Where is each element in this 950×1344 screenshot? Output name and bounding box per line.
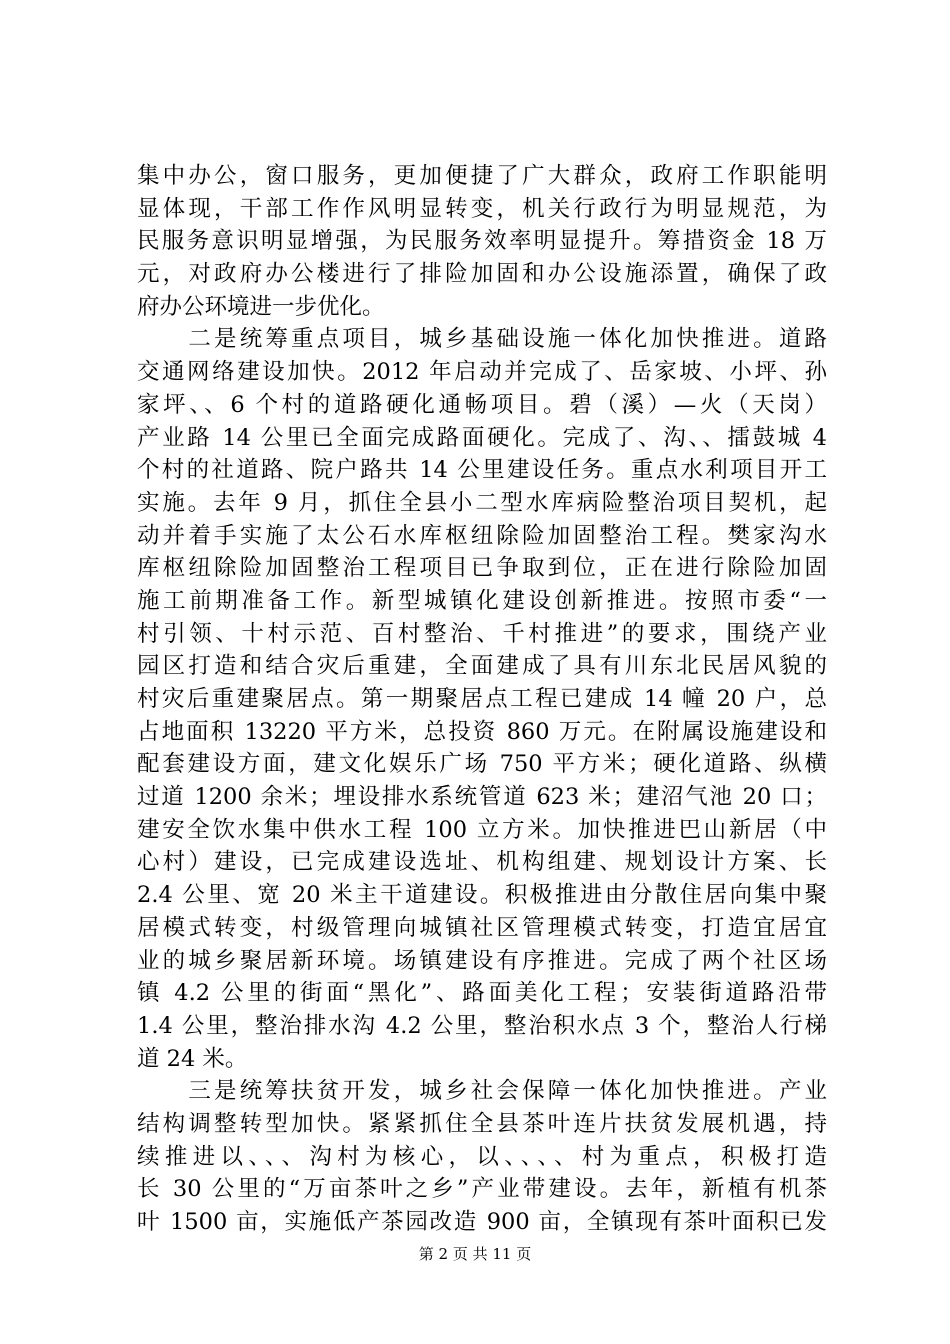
text-line: 心村）建设，已完成建设选址、机构组建、规划设计方案、长 (137, 849, 827, 876)
text-line: 结构调整转型加快。紧紧抓住全县茶叶连片扶贫发展机遇，持 (137, 1110, 827, 1137)
text-line: 元，对政府办公楼进行了排险加固和办公设施添置，确保了政 (137, 261, 827, 288)
text-line: 2.4 公里、宽 20 米主干道建设。积极推进由分散住居向集中聚 (137, 882, 827, 909)
text-line: 产业路 14 公里已全面完成路面硬化。完成了、沟、、擂鼓城 4 (137, 424, 827, 451)
text-line: 续推进以、、、沟村为核心，以、、、、村为重点，积极打造 (137, 1143, 827, 1170)
text-line: 过道 1200 余米；埋设排水系统管道 623 米；建沼气池 20 口； (137, 784, 827, 811)
text-line: 建安全饮水集中供水工程 100 立方米。加快推进巴山新居（中 (137, 816, 827, 843)
text-line: 道 24 米。 (137, 1045, 248, 1072)
text-line: 交通网络建设加快。2012 年启动并完成了、岳家坡、小坪、孙 (137, 359, 827, 386)
text-line: 显体现，干部工作作风明显转变，机关行政行为明显规范，为 (137, 195, 827, 222)
text-line: 府办公环境进一步优化。 (137, 293, 385, 320)
body-text (137, 160, 827, 1239)
text-line: 动并着手实施了太公石水库枢纽除险加固整治工程。樊家沟水 (137, 522, 827, 549)
text-line: 施工前期准备工作。新型城镇化建设创新推进。按照市委“一 (137, 587, 827, 614)
text-line: 集中办公，窗口服务，更加便捷了广大群众，政府工作职能明 (137, 163, 827, 189)
text-line: 1.4 公里，整治排水沟 4.2 公里，整治积水点 3 个，整治人行梯 (137, 1012, 827, 1039)
text-line: 村引领、十村示范、百村整治、千村推进”的要求，围绕产业 (137, 620, 827, 647)
text-line: 占地面积 13220 平方米，总投资 860 万元。在附属设施建设和 (137, 718, 827, 745)
text-line: 库枢纽除险加固整治工程项目已争取到位，正在进行除险加固 (137, 555, 827, 582)
text-line: 实施。去年 9 月，抓住全县小二型水库病险整治项目契机，起 (137, 489, 827, 516)
text-line: 民服务意识明显增强，为民服务效率明显提升。筹措资金 18 万 (137, 228, 827, 255)
text-line: 二是统筹重点项目，城乡基础设施一体化加快推进。道路 (137, 326, 827, 353)
text-line: 配套建设方面，建文化娱乐广场 750 平方米；硬化道路、纵横 (137, 751, 827, 778)
text-line: 长 30 公里的“万亩茶叶之乡”产业带建设。去年，新植有机茶 (137, 1176, 827, 1203)
text-line: 村灾后重建聚居点。第一期聚居点工程已建成 14 幢 20 户，总 (137, 686, 827, 712)
page-footer: 第 2 页 共 11 页 (418, 1245, 532, 1263)
text-line: 居模式转变，村级管理向城镇社区管理模式转变，打造宜居宜 (137, 914, 827, 941)
text-line: 家坪、、6 个村的道路硬化通畅项目。碧（溪）—火（天岗） (137, 391, 827, 418)
text-line: 镇 4.2 公里的街面“黑化”、路面美化工程；安装街道路沿带 (137, 980, 827, 1007)
text-line: 三是统筹扶贫开发，城乡社会保障一体化加快推进。产业 (137, 1078, 827, 1105)
text-line: 园区打造和结合灾后重建，全面建成了具有川东北民居风貌的 (137, 653, 827, 680)
text-line: 业的城乡聚居新环境。场镇建设有序推进。完成了两个社区场 (137, 947, 827, 974)
text-line: 叶 1500 亩，实施低产茶园改造 900 亩，全镇现有茶叶面积已发 (137, 1209, 827, 1235)
text-line: 个村的社道路、院户路共 14 公里建设任务。重点水利项目开工 (137, 457, 827, 484)
